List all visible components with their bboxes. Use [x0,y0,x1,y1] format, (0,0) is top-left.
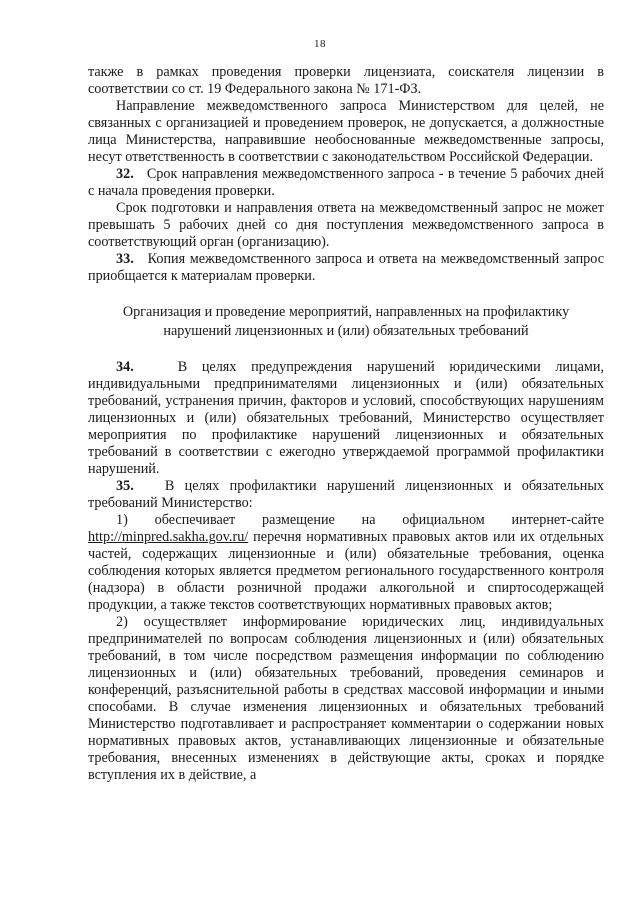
item-33 [88,251,604,285]
item-35 [88,478,604,512]
section-heading: Организация и проведение мероприятий, направленных на профилактику нарушений лицензионных и (или) обязательных требований [122,304,570,339]
subitem-1-text-start: 1) обеспечивает размещение на официальном интернет-сайте [116,512,604,528]
item-35-number: 35. [116,478,134,494]
item-33-text: Копия межведомственного запроса и ответа на межведомственный запрос приобщается к материалам проверки. [88,251,605,284]
item-32-number: 32. [116,166,134,182]
item-34-number: 34. [116,359,134,375]
document-body [88,64,604,784]
paragraph-response-term: Срок подготовки и направления ответа на межведомственный запрос не может превышать 5 рабочих дней со дня поступления межведомственного запроса в соответствующий орган (организацию). [88,200,604,250]
page-number: 18 [314,38,326,50]
item-33-number: 33. [116,251,134,267]
website-link[interactable]: http://minpred.sakha.gov.ru/ [88,529,249,545]
item-32-text: Срок направления межведомственного запроса - в течение 5 рабочих дней с начала проведения проверки. [88,166,604,199]
subitem-2: 2) осуществляет информирование юридических лиц, индивидуальных предпринимателей по вопросам соблюдения лицензионных и (или) обязательных требований, в том числе посредством размещения информации по соблюдению лицензионных и (или) обязательных требований, проведения семинаров и конференций, разъяснительной работы в средствах массовой информации и иными способами. В случае изменения лицензионных и обязательных требований Министерство подготавливает и распространяет комментарии о содержании новых нормативных правовых актов, устанавливающих лицензионные и обязательные требования, внесенных изменениях в действующие акты, сроках и порядке вступления их в действие, а [88,614,604,783]
item-35-text: В целях профилактики нарушений лицензионных и обязательных требований Министерство: [88,478,605,511]
item-34-text: В целях предупреждения нарушений юридическими лицами, индивидуальными предпринимателями лицензионных и (или) обязательных требований, устранения причин, факторов и условий, способствующих нарушениям лицензионных и (или) обязательных требований, Министерство осуществляет мероприятия по профилактике нарушений лицензионных и обязательных требований в соответствии с ежегодно утверждаемой программой профилактики нарушений. [88,359,604,477]
subitem-1-text-end: перечня нормативных правовых актов или их отдельных частей, содержащих лицензионные и (или) обязательные требования, оценка соблюдения которых является предметом регионального государственного контроля (надзора) в области розничной продажи алкогольной и спиртосодержащей продукции, а также текстов соответствующих нормативных правовых актов; [88,529,604,613]
paragraph-continuation: также в рамках проведения проверки лицензиата, соискателя лицензии в соответствии со ст. 19 Федерального закона № 171-ФЗ. [88,64,604,97]
item-32 [88,166,604,200]
item-34 [88,359,604,478]
paragraph-interagency-purpose: Направление межведомственного запроса Министерством для целей, не связанных с организацией и проведением проверок, не допускается, а должностные лица Министерства, направившие необоснованные межведомственные запросы, несут ответственность в соответствии с законодательством Российской Федерации. [88,98,604,165]
subitem-1 [88,512,604,614]
